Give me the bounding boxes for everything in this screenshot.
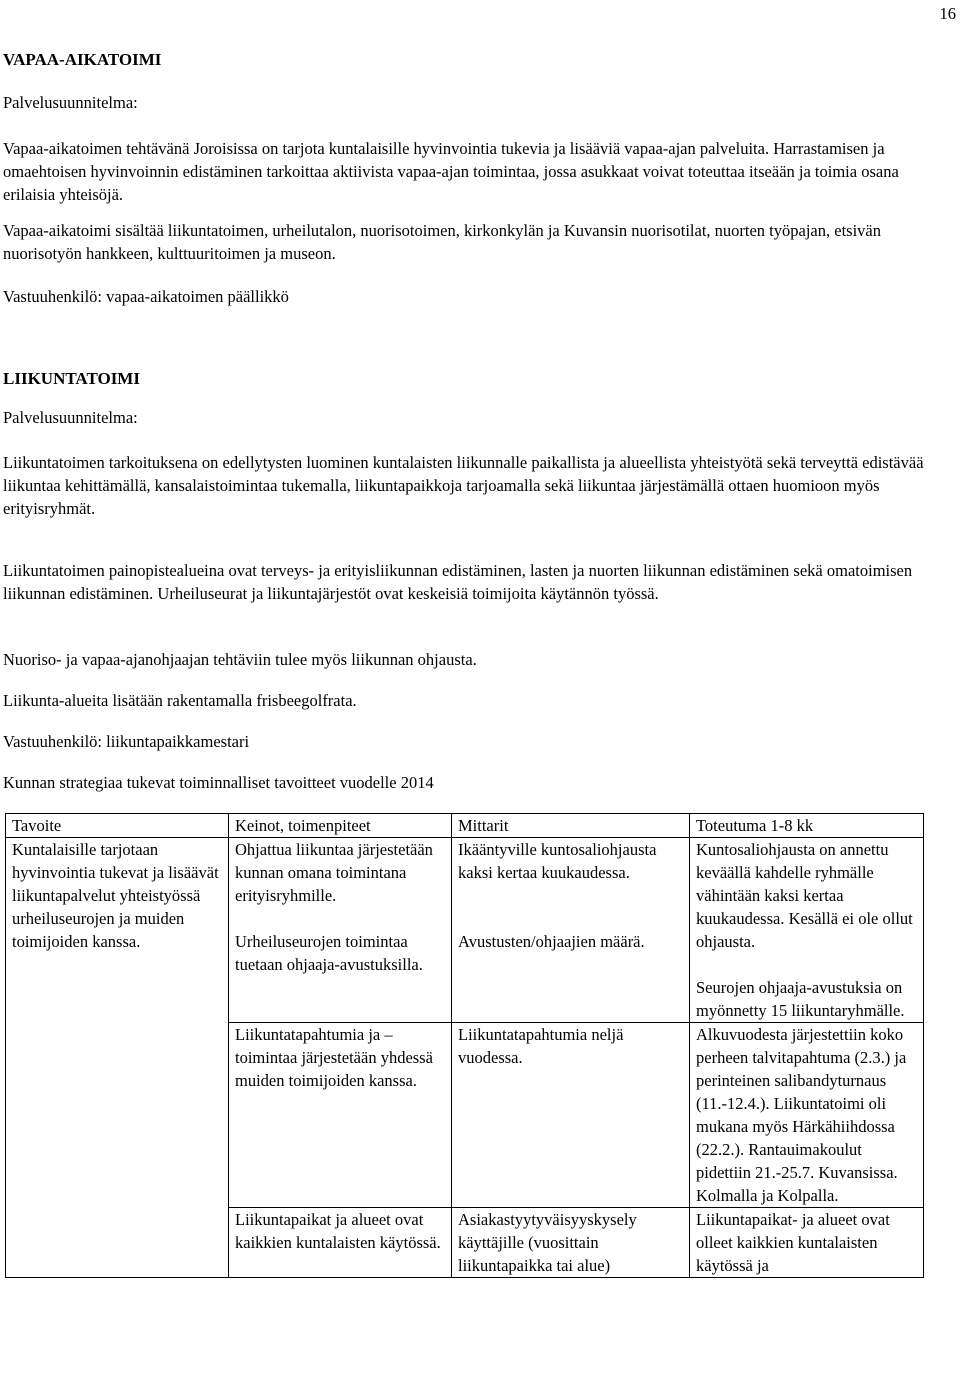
responsible-person: Vastuuhenkilö: vapaa-aikatoimen päällikkö	[3, 287, 289, 306]
result-cell	[690, 838, 924, 1023]
result-text: Kuntosaliohjausta on annettu keväällä kahdelle ryhmälle vähintään kaksi kertaa kuukaudessa. Kesällä ei ole ollut ohjausta.	[696, 840, 913, 951]
goal-text: Kuntalaisille tarjotaan hyvinvointia tukevat ja lisäävät liikuntapalvelut yhteistyössä urheiluseurojen ja muiden toimijoiden kanssa.	[12, 840, 219, 951]
column-header: Keinot, toimenpiteet	[229, 814, 452, 838]
metric-cell	[452, 838, 690, 1023]
metric-text: Ikääntyville kuntosaliohjausta kaksi kertaa kuukaudessa.	[458, 840, 657, 882]
means-text: Liikuntatapahtumia ja –toimintaa järjestetään yhdessä muiden toimijoiden kanssa.	[235, 1025, 433, 1090]
column-header: Mittarit	[452, 814, 690, 838]
result-cell	[690, 1023, 924, 1208]
paragraph: Liikunta-alueita lisätään rakentamalla frisbeegolfrata.	[3, 691, 357, 710]
table-row	[6, 838, 924, 1023]
paragraph: Vapaa-aikatoimen tehtävänä Joroisissa on tarjota kuntalaisille hyvinvointia tukevia ja lisääviä vapaa-ajan palveluita. Harrastamisen ja omaehtoisen hyvinvoinnin edistäminen tarkoittaa aktiivista vapaa-ajan toimintaa, jossa asukkaat voivat toteuttaa itseään ja toimia osana erilaisia yhteisöjä.	[3, 139, 899, 204]
result-cell	[690, 1208, 924, 1278]
section-title-vapaa-aikatoimi: VAPAA-AIKATOIMI	[3, 50, 162, 69]
column-header: Toteutuma 1-8 kk	[690, 814, 924, 838]
means-cell	[229, 838, 452, 1023]
section-title-liikuntatoimi: LIIKUNTATOIMI	[3, 369, 140, 388]
responsible-person: Vastuuhenkilö: liikuntapaikkamestari	[3, 732, 250, 751]
page-number: 16	[939, 4, 956, 23]
paragraph: Liikuntatoimen painopistealueina ovat terveys- ja erityisliikunnan edistäminen, lasten ja nuorten liikunnan edistäminen sekä omatoimisen liikunnan edistäminen. Urheiluseurat ja liikuntajärjestöt ovat keskeisiä toimijoita käytännön työssä.	[3, 561, 913, 603]
metric-cell	[452, 1208, 690, 1278]
means-text: Urheiluseurojen toimintaa tuetaan ohjaaja-avustuksilla.	[235, 932, 423, 974]
goals-table	[5, 813, 924, 1278]
means-text: Liikuntapaikat ja alueet ovat kaikkien kuntalaisten käytössä.	[235, 1210, 441, 1252]
metric-text: Avustusten/ohjaajien määrä.	[458, 932, 645, 951]
result-text: Liikuntapaikat- ja alueet ovat olleet kaikkien kuntalaisten käytössä ja	[696, 1210, 890, 1275]
metric-text: Asiakastyytyväisyyskysely käyttäjille (vuosittain liikuntapaikka tai alue)	[458, 1210, 637, 1275]
metric-text: Liikuntatapahtumia neljä vuodessa.	[458, 1025, 624, 1067]
metric-cell	[452, 1023, 690, 1208]
paragraph: Liikuntatoimen tarkoituksena on edellytysten luominen kuntalaisten liikunnalle paikallista ja alueellista yhteistyötä sekä terveyttä edistävää liikuntaa kehittämällä, kansalaistoimintaa tukemalla, liikuntapaikkoja tarjoamalla sekä liikuntaa järjestämällä ottaen huomioon myös erityisryhmät.	[3, 453, 924, 518]
means-cell	[229, 1023, 452, 1208]
section-subtitle: Palvelusuunnitelma:	[3, 408, 138, 427]
table-header-row	[6, 814, 924, 838]
result-text: Alkuvuodesta järjestettiin koko perheen talvitapahtuma (2.3.) ja perinteinen salibandyturnaus (11.-12.4.). Liikuntatoimi oli mukana myös Härkähiihdossa (22.2.). Rantauimakoulut pidettiin 21.-25.7. Kuvansissa. Kolmalla ja Kolpalla.	[696, 1025, 907, 1205]
result-text: Seurojen ohjaaja-avustuksia on myönnetty 15 liikuntaryhmälle.	[696, 978, 905, 1020]
strategy-heading: Kunnan strategiaa tukevat toiminnalliset tavoitteet vuodelle 2014	[3, 773, 434, 792]
paragraph: Nuoriso- ja vapaa-ajanohjaajan tehtäviin tulee myös liikunnan ohjausta.	[3, 650, 477, 669]
column-header: Tavoite	[6, 814, 229, 838]
section-subtitle: Palvelusuunnitelma:	[3, 93, 138, 112]
means-cell	[229, 1208, 452, 1278]
paragraph: Vapaa-aikatoimi sisältää liikuntatoimen, urheilutalon, nuorisotoimen, kirkonkylän ja Kuvansin nuorisotilat, nuorten työpajan, etsivän nuorisotyön hankkeen, kulttuuritoimen ja museon.	[3, 221, 881, 263]
goal-cell	[6, 838, 229, 1278]
means-text: Ohjattua liikuntaa järjestetään kunnan omana toimintana erityisryhmille.	[235, 840, 433, 905]
